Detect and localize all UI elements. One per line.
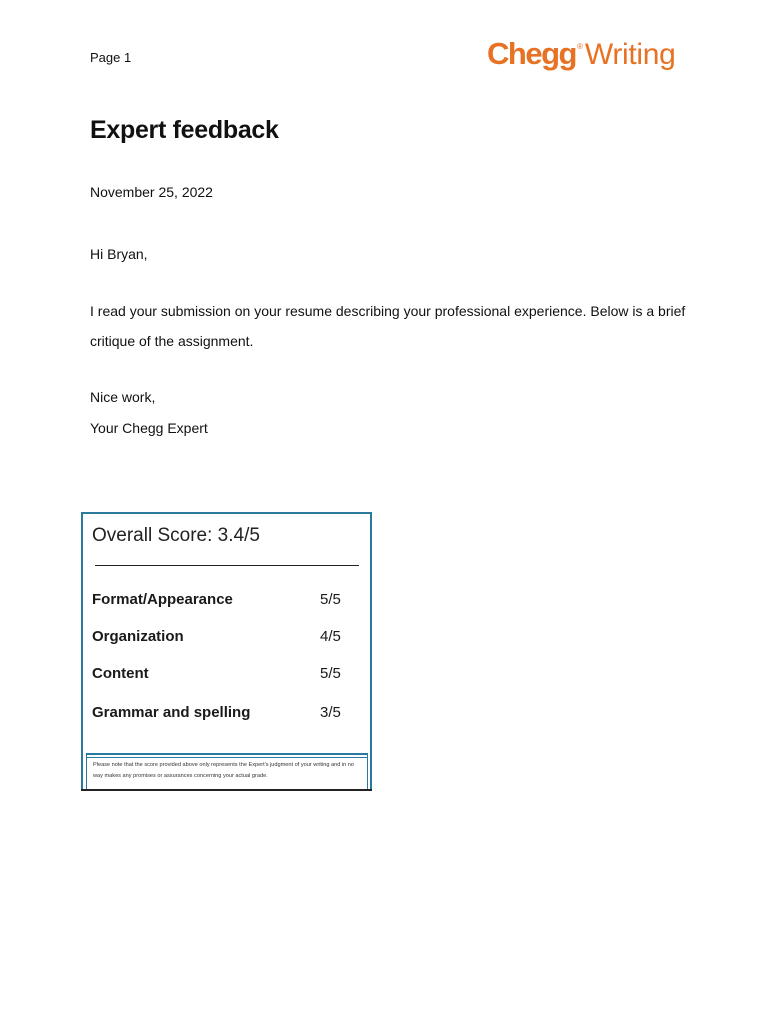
chegg-writing-logo (487, 36, 676, 76)
score-label: Organization (92, 628, 184, 645)
score-card (81, 512, 372, 791)
logo-registered-mark: ® (576, 42, 583, 51)
score-card-bottom-border (81, 789, 372, 791)
score-value: 3/5 (320, 704, 341, 721)
disclaimer-text: Please note that the score provided above only represents the Expert's judgment of your writing and in no way makes any promises or assurances concerning your actual grade. (93, 762, 355, 779)
logo-product-text: Writing (584, 38, 676, 71)
signoff: Nice work, (90, 389, 156, 405)
page-title: Expert feedback (90, 116, 279, 144)
score-label: Grammar and spelling (92, 704, 251, 721)
score-value: 5/5 (320, 665, 341, 682)
feedback-body: I read your submission on your resume describing your professional experience. Below is a brief critique of the assignment. (90, 303, 686, 349)
greeting: Hi Bryan, (90, 246, 148, 262)
disclaimer-box (86, 753, 368, 790)
signature: Your Chegg Expert (90, 420, 208, 436)
score-label: Format/Appearance (92, 591, 233, 608)
page-number: Page 1 (90, 50, 132, 65)
logo-brand-text: Chegg (487, 36, 576, 71)
feedback-date: November 25, 2022 (90, 184, 213, 200)
overall-score: Overall Score: 3.4/5 (92, 525, 260, 546)
score-value: 5/5 (320, 591, 341, 608)
score-label: Content (92, 665, 149, 682)
score-value: 4/5 (320, 628, 341, 645)
score-divider (95, 565, 359, 566)
